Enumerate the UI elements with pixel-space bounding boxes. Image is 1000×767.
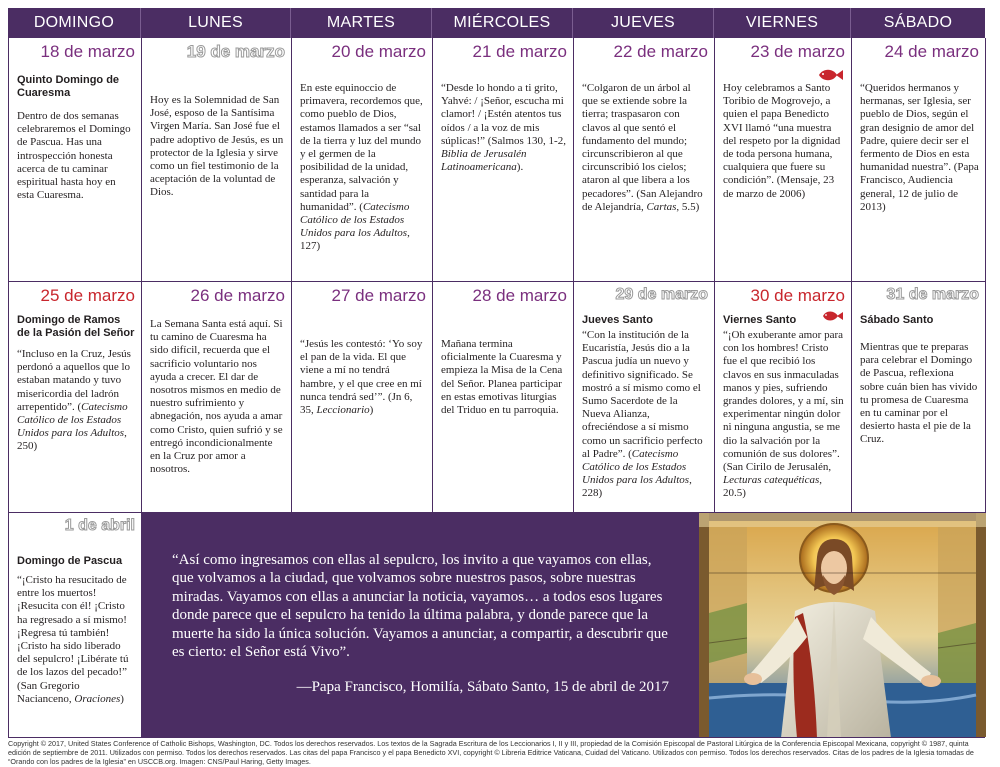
day-title: Quinto Domingo de Cuaresma xyxy=(17,74,120,99)
week-row-1 xyxy=(8,38,985,282)
day-cell-mar-30 xyxy=(715,282,852,513)
calendar xyxy=(8,8,985,738)
day-text xyxy=(300,338,426,417)
day-cell-mar-24 xyxy=(852,38,986,282)
day-date: 18 de marzo xyxy=(40,42,135,61)
day-text-tail: , 20.5) xyxy=(723,474,822,500)
day-cell-mar-29 xyxy=(574,282,715,513)
day-date: 31 de marzo xyxy=(886,286,979,303)
quote-text: “Así como ingresamos con ellas al sepulcro, los invito a que vayamos con ellas, que volvamos a la ciudad, que volvamos sobre nuestros pasos, sobre nuestras miradas. Vayamos con ellas a anunciar la noticia, vayamos… a todos esos lugares donde parece que el sepulcro ha tenido la última palabra, y donde parece que la muerte ha sido la única solución. Vayamos a anunciar, a compartir, a descubrir que es cierto: el Señor está Vivo”. xyxy=(172,552,668,661)
day-text-body: “¡Cristo ha resucitado de entre los muertos! ¡Resucita con él! ¡Cristo ha regresado a sí mismo! ¡Regresa tú también! ¡Cristo ha sido liberado del sepulcro! ¡Libérate tú de los lazos del pecado!” (San Gregorio Nacianceno, xyxy=(17,574,129,705)
day-text-citation: Cartas xyxy=(646,200,677,213)
day-text xyxy=(723,329,845,501)
fish-icon xyxy=(821,310,843,322)
day-text xyxy=(17,348,135,454)
day-cell-mar-22 xyxy=(574,38,715,282)
day-date: 29 de marzo xyxy=(615,286,708,303)
week-row-3 xyxy=(8,513,985,738)
day-text: Dentro de dos semanas celebraremos el Domingo de Pascua. Has una introspección honesta acerca de tu caminar espiritual hasta hoy en esta Cuaresma. xyxy=(17,110,131,202)
day-date: 25 de marzo xyxy=(40,286,135,305)
weekday-monday: LUNES xyxy=(141,8,291,38)
day-cell-mar-18 xyxy=(9,38,142,282)
day-title: Jueves Santo xyxy=(582,314,653,326)
day-cell-mar-20 xyxy=(292,38,433,282)
day-text-citation: Lecturas catequéticas xyxy=(723,474,820,487)
week-row-2 xyxy=(8,282,985,513)
day-cell-mar-23 xyxy=(715,38,852,282)
day-text xyxy=(582,329,708,501)
copyright-footer: Copyright © 2017, United States Conference of Catholic Bishops, Washington, DC. Todos los derechos reservados. Los textos de la Sagrada Escritura de los Leccionarios I, II y III, propiedad de la Comisión Episcopal de Pastoral Litúrgica de la Conferencia Episcopal Mexicana, copyright © 1987, quinta edición de septiembre de 2011. Utilizados con permiso. Todos los derechos reservados. Las citas del papa Francisco y el papa Benedicto XVI, copyright © Libreria Editrice Vaticana, Cuidad del Vaticano. Utilizados con permiso. Todos los derechos reservados. Citas de los padres de la Iglesia tomadas de “Orando con los padres de la Iglesia” en USCCB.org. Imagen: CNS/Paul Haring, Getty Images. xyxy=(8,739,974,766)
day-text xyxy=(441,82,567,174)
day-title: Domingo de Ramos de la Pasión del Señor xyxy=(17,314,135,339)
weekday-wednesday: MIÉRCOLES xyxy=(432,8,573,38)
stained-glass-christ-illustration xyxy=(699,513,986,737)
day-text-tail: , 127) xyxy=(300,227,410,253)
weekday-thursday: JUEVES xyxy=(573,8,714,38)
day-text-citation: Leccionario xyxy=(316,404,370,417)
day-text-tail: , 250) xyxy=(17,427,127,453)
day-text-body: “Jesús les contestó: ‘Yo soy el pan de la vida. El que viene a mí no tendrá hambre, y el que cree en mí nunca tendrá sed’”. (Jn 6, 35, xyxy=(300,338,423,417)
day-cell-mar-26 xyxy=(142,282,292,513)
day-text-body: “Con la institución de la Eucaristía, Jesús dio a la Pascua judía un nuevo y definitivo significado. Se mostró a sí mismo como el Sumo Sacerdote de la Nueva Alianza, ofreciéndose a sí mismo como un sacrificio perfecto al Padre”. ( xyxy=(582,329,703,460)
day-cell-apr-1 xyxy=(9,513,142,737)
day-text-tail: ) xyxy=(369,404,374,417)
day-text: Hoy celebramos a Santo Toribio de Mogrovejo, a quien el papa Benedicto XVI llamó “una muestra del respeto por la dignidad de toda persona humana, cualquiera que fuere su condición”. (Mensaje, 23 de marzo de 2006) xyxy=(723,82,841,200)
fish-icon xyxy=(817,68,843,82)
featured-quote xyxy=(142,513,699,737)
day-text: La Semana Santa está aquí. Si tu camino de Cuaresma ha sido difícil, recuerda que el sacrificio voluntario nos ayuda a crecer. El dar de nosotros mismos en medio de nuestro sufrimiento y abnegación, nos ayuda a amar como Cristo, quien sufrió y se entregó incondicionalmente en la Cruz por amor a nosotros. xyxy=(150,318,283,476)
day-text-tail: , 228) xyxy=(582,474,692,500)
day-cell-mar-25 xyxy=(9,282,142,513)
day-date: 28 de marzo xyxy=(472,286,567,305)
day-text-body: “Colgaron de un árbol al que se extiende sobre la tierra; traspasaron con clavos al que sentó el fundamento del mundo; circunscribieron al que circunscribió los cielos; ataron al que libera a los pecadores”. (San Alejandro de Alejandría, xyxy=(582,82,703,213)
day-date: 23 de marzo xyxy=(750,42,845,61)
day-date: 20 de marzo xyxy=(331,42,426,61)
day-title: Sábado Santo xyxy=(860,314,934,326)
day-text-body: En este equinoccio de primavera, recordemos que, como pueblo de Dios, estamos llamados a ser “sal de la tierra y luz del mundo y el germen de la posibilidad de la unidad, esperanza, salvación y santidad para la humanidad”. ( xyxy=(300,82,423,213)
day-text-citation: Catecismo Católico de los Estados Unidos para los Adultos xyxy=(582,447,690,487)
weekday-header xyxy=(8,8,985,38)
day-text-tail: , 5.5) xyxy=(676,200,700,213)
day-text: Mañana termina oficialmente la Cuaresma y empieza la Misa de la Cena del Señor. Planea participar en estas emotivas liturgias del Triduo en tu parroquia. xyxy=(441,338,563,417)
day-text xyxy=(17,574,135,706)
day-text-body: “¡Oh exuberante amor para con los hombres! Cristo fue el que recibió los clavos en sus inmaculadas manos y pies, sufriendo grandes dolores, y a mí, sin experimentar ningún dolor ni ninguna angustia, se me dio la salvación por la comunión de sus dolores”. (San Cirilo de Jerusalén, xyxy=(723,329,844,474)
day-text xyxy=(300,82,426,254)
day-cell-mar-21 xyxy=(433,38,574,282)
day-text-body: “Desde lo hondo a ti grito, Yahvé: / ¡Señor, escucha mi clamor! / ¡Estén atentos tus oídos / a la voz de mis súplicas!” (Salmos 130, 1-2, xyxy=(441,82,566,147)
day-text-citation: Catecismo Católico de los Estados Unidos para los Adultos xyxy=(300,200,410,240)
day-text: Hoy es la Solemnidad de San José, esposo de la Santísima Virgen María. San José fue el padre adoptivo de Jesús, es un protector de la Iglesia y sirve como un fiel testimonio de la aceptación de la voluntad de Dios. xyxy=(150,94,284,199)
day-text-citation: Oraciones xyxy=(74,692,121,705)
day-date: 1 de abril xyxy=(64,517,135,534)
day-text-tail: ). xyxy=(516,161,524,174)
stained-glass-image xyxy=(699,513,986,737)
day-text-citation: Biblia de Jerusalén Latinoamericana xyxy=(441,148,527,174)
weekday-friday: VIERNES xyxy=(714,8,851,38)
day-text-tail: ) xyxy=(120,692,124,705)
day-date: 22 de marzo xyxy=(613,42,708,61)
weekday-saturday: SÁBADO xyxy=(883,14,953,31)
day-date: 21 de marzo xyxy=(472,42,567,61)
day-date: 26 de marzo xyxy=(190,286,285,305)
day-text: “Queridos hermanos y hermanas, ser Iglesia, ser pueblo de Dios, según el gran designio de amor del Padre, quiere decir ser el fermento de Dios en esta humanidad nuestra”. (Papa Francisco, Audiencia general, 12 de julio de 2013) xyxy=(860,82,979,213)
day-date: 19 de marzo xyxy=(186,42,285,61)
day-cell-mar-19 xyxy=(142,38,292,282)
day-text: Mientras que te preparas para celebrar el Domingo de Pascua, reflexiona sobre cuán bien has vivido tu promesa de Cuaresma en tu caminar por el desierto hasta el pie de la Cruz. xyxy=(860,341,978,446)
quote-source: —Papa Francisco, Homilía, Sábato Santo, 15 de abril de 2017 xyxy=(296,679,669,696)
day-text xyxy=(582,82,708,214)
day-text-citation: Catecismo Católico de los Estados Unidos para los Adultos xyxy=(17,400,128,440)
day-cell-mar-28 xyxy=(433,282,574,513)
day-date: 30 de marzo xyxy=(750,286,845,305)
day-cell-mar-31 xyxy=(852,282,986,513)
weekday-sunday: DOMINGO xyxy=(8,8,141,38)
day-cell-mar-27 xyxy=(292,282,433,513)
day-title: Viernes Santo xyxy=(723,314,797,326)
day-date: 27 de marzo xyxy=(331,286,426,305)
weekday-tuesday: MARTES xyxy=(291,8,432,38)
day-title: Domingo de Pascua xyxy=(17,555,123,567)
day-text-body: “Incluso en la Cruz, Jesús perdonó a aquellos que lo estaban matando y tuvo misericordia del ladrón arrepentido”. ( xyxy=(17,348,131,413)
day-date: 24 de marzo xyxy=(884,42,979,61)
